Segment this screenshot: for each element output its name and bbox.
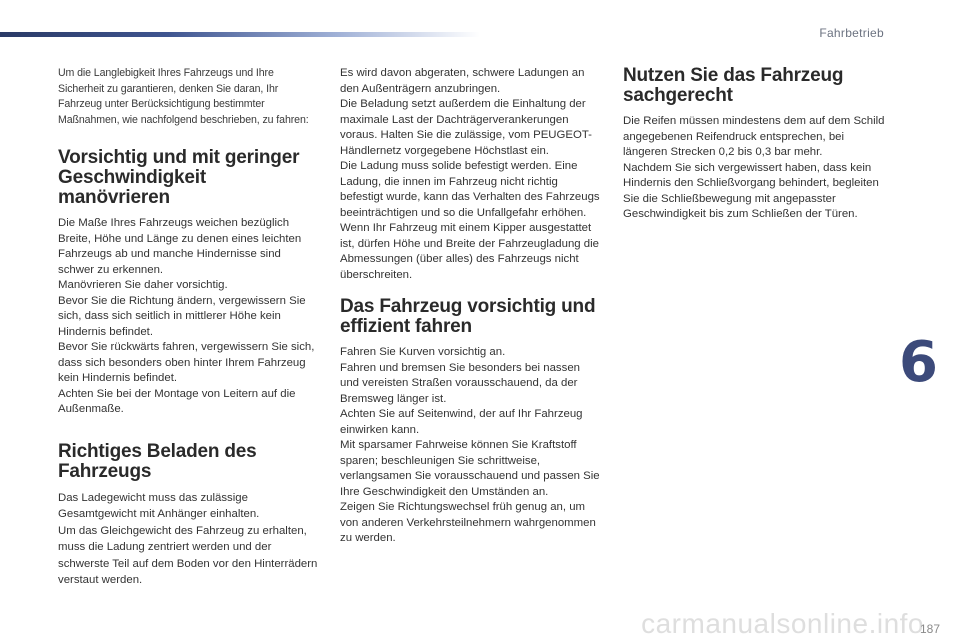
column-2 (340, 66, 602, 547)
paragraph: Die Beladung setzt außerdem die Einhaltung der maximale Last der Dachträgerverankerungen voraus. Halten Sie die zulässige, vom PEUGEOT-Händlernetz vorgegebene Höchstlast ein. (340, 98, 592, 157)
paragraph: Fahren und bremsen Sie besonders bei nassen und vereisten Straßen vorausschauend, da der Bremsweg länger ist. (340, 361, 580, 405)
paragraph: Achten Sie auf Seitenwind, der auf Ihr Fahrzeug einwirken kann. (340, 408, 583, 436)
paragraph: Die Reifen müssen mindestens dem auf dem Schild angegebenen Reifendruck entsprechen, bei längeren Strecken 0,2 bis 0,3 bar mehr. (623, 115, 885, 158)
paragraph: Bevor Sie die Richtung ändern, vergewissern Sie sich, dass sich seitlich in mittlerer Höhe kein Hindernis befindet. (58, 294, 306, 338)
paragraph: Achten Sie bei der Montage von Leitern auf die Außenmaße. (58, 387, 296, 415)
heading-use-properly: Nutzen Sie das Fahrzeug sachgerecht (623, 65, 844, 106)
chapter-number: 6 (899, 330, 938, 395)
paragraph: Die Maße Ihres Fahrzeugs weichen bezüglich Breite, Höhe und Länge zu denen eines leichten Fahrzeugs ab und manche Hindernisse sind schwer zu erkennen. (58, 217, 302, 276)
paragraph: Wenn Ihr Fahrzeug mit einem Kipper ausgestattet ist, dürfen Höhe und Breite der Fahrzeugladung die Abmessungen (über alles) des Fahrzeugs nicht überschreiten. (340, 222, 599, 281)
paragraph: Zeigen Sie Richtungswechsel früh genug an, um von anderen Verkehrsteilnehmern wahrgenommen zu werden. (340, 501, 596, 544)
paragraph: Die Ladung muss solide befestigt werden. Eine Ladung, die innen im Fahrzeug nicht richtig befestigt wurde, kann das Verhalten des Fahrzeugs beeinträchtigen und so die Unfallgefahr erhöhen. (340, 160, 600, 219)
column-3 (623, 66, 885, 223)
page-number: 187 (919, 622, 940, 636)
heading-maneuver: Vorsichtig und mit geringer Geschwindigkeit manövrieren (58, 147, 300, 208)
intro-paragraph: Um die Langlebigkeit Ihres Fahrzeugs und Ihre Sicherheit zu garantieren, denken Sie daran, Ihr Fahrzeug unter Berücksichtigung bestimmter Maßnahmen, wie nachfolgend beschrieben, zu fahren: (58, 67, 309, 126)
watermark: carmanualsonline.info (641, 608, 924, 639)
paragraph: Mit sparsamer Fahrweise können Sie Kraftstoff sparen; beschleunigen Sie schrittweise, verlangsamen Sie vorausschauend und passen Sie Ihre Geschwindigkeit den Umständen an. (340, 439, 600, 498)
paragraph: Es wird davon abgeraten, schwere Ladungen an den Außenträgern anzubringen. (340, 67, 585, 95)
column-1 (58, 66, 320, 589)
paragraph: Fahren Sie Kurven vorsichtig an. (340, 346, 506, 358)
heading-loading: Richtiges Beladen des Fahrzeugs (58, 440, 257, 482)
paragraph: Das Ladegewicht muss das zulässige Gesamtgewicht mit Anhänger einhalten. (58, 491, 260, 520)
header-accent-bar (0, 32, 480, 37)
paragraph: Manövrieren Sie daher vorsichtig. (58, 279, 228, 291)
paragraph: Nachdem Sie sich vergewissert haben, dass kein Hindernis den Schließvorgang behindert, begleiten Sie die Schließbewegung mit angepasster Geschwindigkeit bis zum Schließen der Türen. (623, 161, 879, 220)
section-title: Fahrbetrieb (819, 26, 884, 40)
paragraph: Bevor Sie rückwärts fahren, vergewissern Sie sich, dass sich besonders oben hinter Ihrem Fahrzeug kein Hindernis befindet. (58, 341, 315, 384)
heading-drive-carefully: Das Fahrzeug vorsichtig und effizient fahren (340, 296, 596, 337)
paragraph: Um das Gleichgewicht des Fahrzeug zu erhalten, muss die Ladung zentriert werden und der schwerste Teil auf dem Boden vor den Hinterrädern verstaut werden. (58, 524, 318, 586)
